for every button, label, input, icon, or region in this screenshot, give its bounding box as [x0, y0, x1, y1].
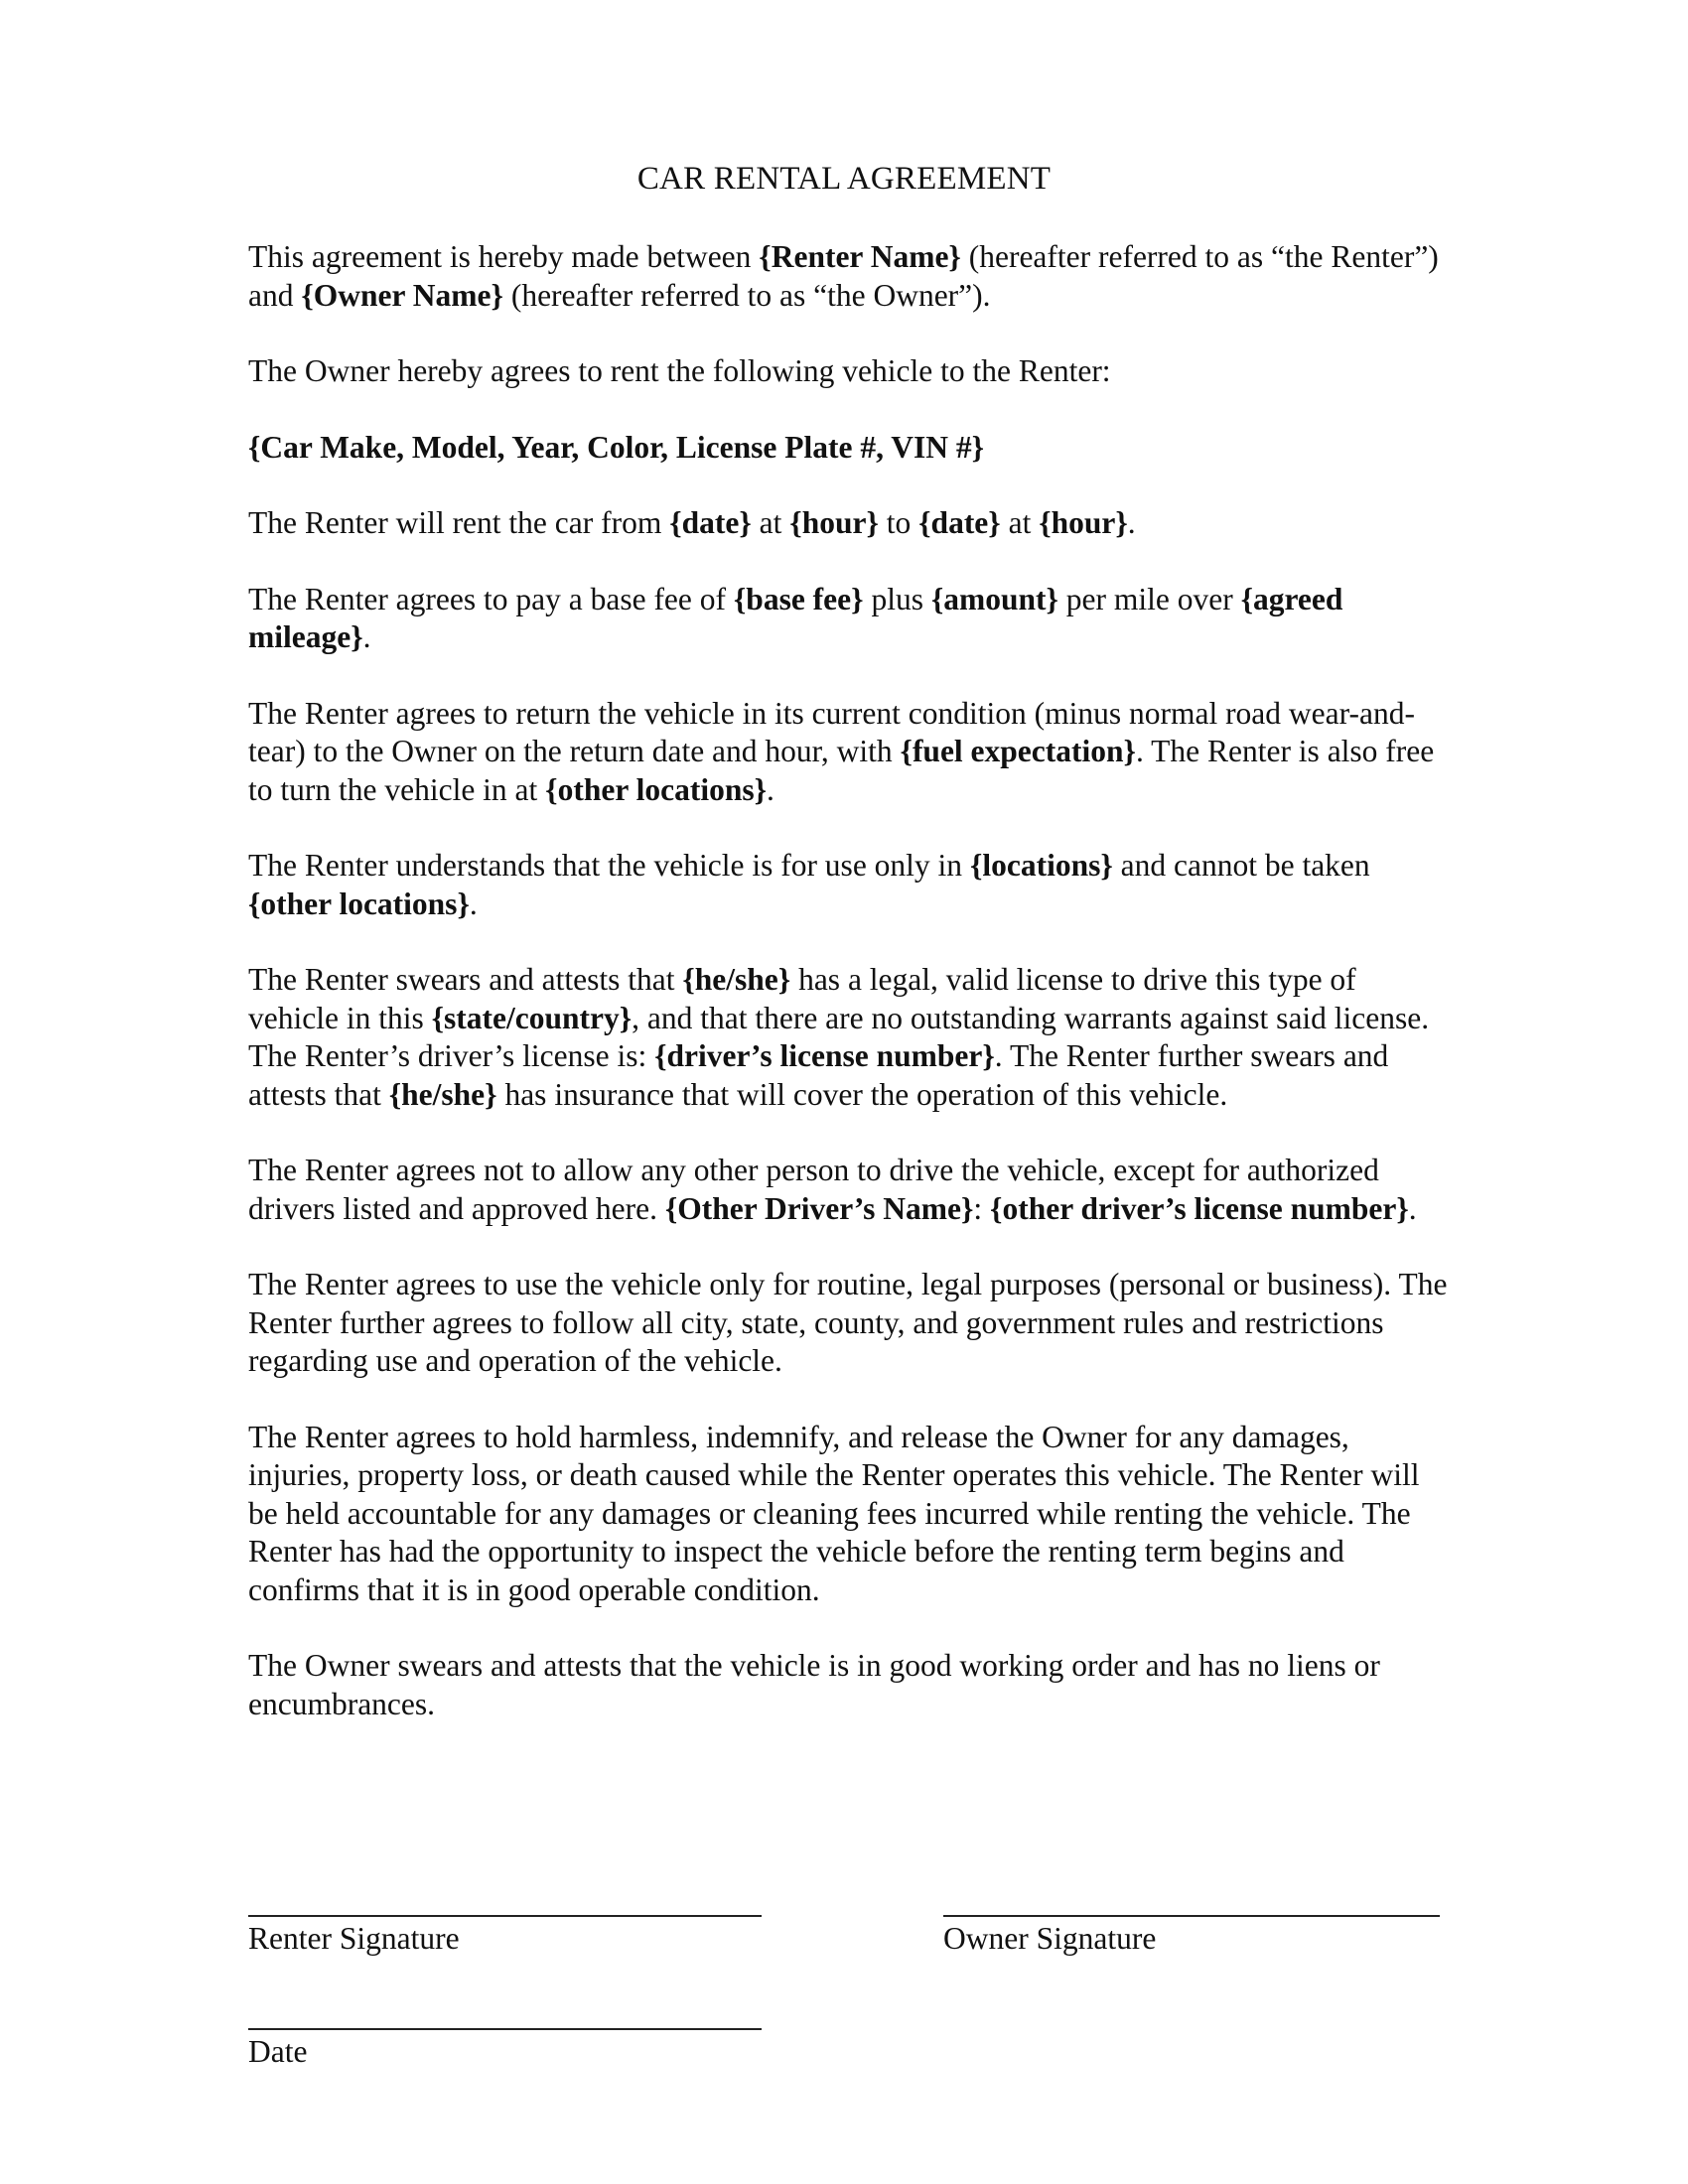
text: The Renter agrees not to allow any other person to drive the vehicle, except for authorized drivers listed and approved here.	[248, 1153, 1379, 1226]
text: has a legal, valid license to drive this type of vehicle in this	[248, 962, 1356, 1035]
agreement-body	[248, 238, 1450, 1723]
text: . The Renter further swears and attests that	[248, 1038, 1389, 1112]
he-she-placeholder: {he/she}	[682, 962, 791, 997]
text: at	[751, 505, 790, 540]
owner-signature-line[interactable]	[943, 1915, 1440, 1917]
fee-paragraph	[248, 581, 1450, 657]
text: . The Renter is also free to turn the vehicle in at	[248, 734, 1435, 807]
vehicle-details-text: {Car Make, Model, Year, Color, License Plate #, VIN #}	[248, 429, 985, 465]
base-fee-placeholder: {base fee}	[733, 581, 864, 616]
text: and cannot be taken	[1112, 848, 1370, 883]
start-date-placeholder: {date}	[669, 505, 752, 540]
use-locations-paragraph	[248, 847, 1450, 923]
text: The Renter will rent the car from	[248, 505, 670, 540]
agreed-mileage-placeholder: {agreed mileage}	[248, 581, 1343, 654]
other-driver-license-placeholder: {other driver’s license number}	[990, 1190, 1409, 1226]
text: , and that there are no outstanding warrants against said license. The Renter’s driver’s license is:	[248, 1000, 1430, 1073]
locations-placeholder: {locations}	[969, 848, 1113, 883]
he-she-placeholder: {he/she}	[388, 1076, 497, 1112]
fuel-expectation-placeholder: {fuel expectation}	[900, 734, 1136, 768]
owner-signature-label: Owner Signature	[943, 1921, 1157, 1956]
text: .	[1408, 1190, 1417, 1226]
other-locations-placeholder: {other locations}	[545, 771, 768, 807]
text: :	[973, 1190, 991, 1226]
license-paragraph	[248, 961, 1450, 1114]
renter-signature-label: Renter Signature	[248, 1921, 460, 1956]
renter-signature-line[interactable]	[248, 1915, 762, 1917]
text: .	[362, 619, 371, 654]
legal-use-paragraph: The Renter agrees to use the vehicle only for routine, legal purposes (personal or business). The Renter further agrees to follow all city, state, county, and government rules and restrictions regarding use and operation of the vehicle.	[248, 1267, 1448, 1378]
end-hour-placeholder: {hour}	[1039, 505, 1128, 540]
text: at	[1000, 505, 1040, 540]
rent-vehicle-paragraph: The Owner hereby agrees to rent the following vehicle to the Renter:	[248, 353, 1111, 388]
text: This agreement is hereby made between	[248, 239, 760, 274]
text: plus	[863, 581, 931, 616]
text: .	[767, 771, 774, 807]
text: (hereafter referred to as “the Renter”) and	[248, 239, 1439, 313]
amount-placeholder: {amount}	[930, 581, 1058, 616]
return-condition-paragraph	[248, 695, 1450, 810]
text: The Renter understands that the vehicle is for use only in	[248, 848, 970, 883]
date-line[interactable]	[248, 2028, 762, 2030]
text: per mile over	[1057, 581, 1241, 616]
text: .	[1127, 505, 1136, 540]
authorized-drivers-paragraph	[248, 1152, 1450, 1228]
text: The Renter agrees to pay a base fee of	[248, 581, 734, 616]
end-date-placeholder: {date}	[918, 505, 1001, 540]
document-title: CAR RENTAL AGREEMENT	[636, 161, 1052, 197]
date-label: Date	[248, 2034, 308, 2069]
other-driver-name-placeholder: {Other Driver’s Name}	[664, 1190, 974, 1226]
text: to	[878, 505, 919, 540]
owner-attestation-paragraph: The Owner swears and attests that the vehicle is in good working order and has no liens or encumbrances.	[248, 1648, 1380, 1721]
text: .	[469, 886, 478, 921]
parties-paragraph	[248, 238, 1450, 315]
start-hour-placeholder: {hour}	[789, 505, 879, 540]
owner-name-placeholder: {Owner Name}	[301, 277, 503, 313]
indemnity-paragraph: The Renter agrees to hold harmless, indemnify, and release the Owner for any damages, injuries, property loss, or death caused while the Renter operates this vehicle. The Renter will be held accountable for any damages or cleaning fees incurred while renting the vehicle. The Renter has had the opportunity to inspect the vehicle before the renting term begins and confirms that it is in good operable condition.	[248, 1419, 1420, 1607]
text: has insurance that will cover the operation of this vehicle.	[496, 1076, 1228, 1112]
other-locations-placeholder: {other locations}	[248, 886, 470, 921]
rental-period-paragraph	[248, 504, 1450, 543]
text: The Renter agrees to return the vehicle in its current condition (minus normal road wear-and-tear) to the Owner on the return date and hour, with	[248, 695, 1415, 768]
license-number-placeholder: {driver’s license number}	[654, 1038, 995, 1073]
text: (hereafter referred to as “the Owner”).	[502, 277, 991, 313]
state-country-placeholder: {state/country}	[431, 1000, 633, 1035]
renter-name-placeholder: {Renter Name}	[759, 239, 961, 274]
text: The Renter swears and attests that	[248, 962, 683, 997]
vehicle-details-placeholder	[248, 429, 1450, 468]
